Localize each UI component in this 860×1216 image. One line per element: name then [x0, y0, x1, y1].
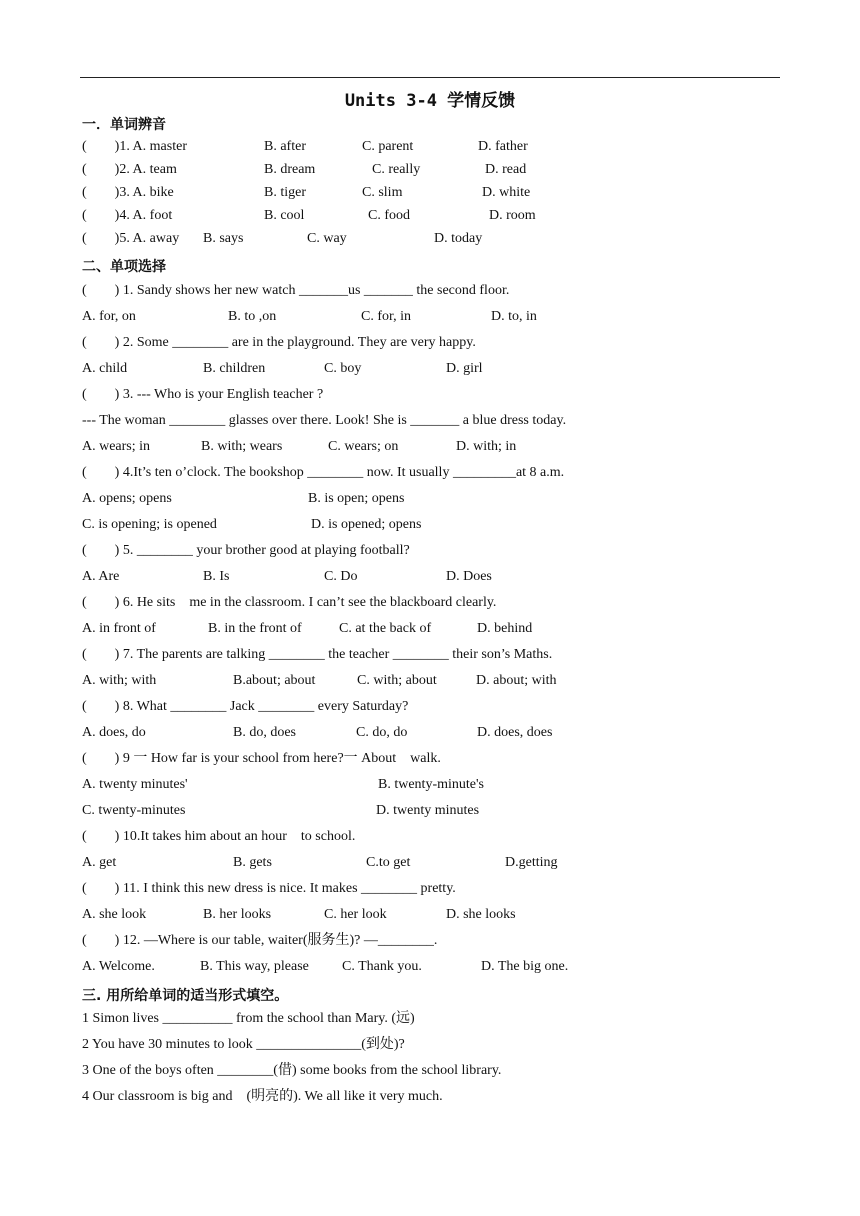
- question-text: ( ) 6. He sits me in the classroom. I can’t see the blackboard clearly.: [82, 595, 497, 610]
- question-text: ( ) 8. What ________ Jack ________ every Saturday?: [82, 699, 409, 714]
- phonics-option: B. tiger: [264, 185, 306, 200]
- phonics-option: C. way: [307, 231, 347, 246]
- answer-option: D. she looks: [446, 907, 516, 922]
- answer-option: C. twenty-minutes: [82, 803, 186, 818]
- answer-option: B. This way, please: [200, 959, 309, 974]
- question-text: ( ) 9 一 How far is your school from here?一 About walk.: [82, 751, 441, 766]
- phonics-option: D. room: [489, 208, 536, 223]
- question-text: ( ) 4.It’s ten o’clock. The bookshop ________ now. It usually _________at 8 a.m.: [82, 465, 565, 480]
- answer-option: B. do, does: [233, 725, 296, 740]
- phonics-question: ( )3. A. bike: [82, 185, 174, 200]
- answer-option: A. in front of: [82, 621, 156, 636]
- fill-in-question: 2 You have 30 minutes to look _______________(到处)?: [82, 1037, 405, 1052]
- answer-option: B. in the front of: [208, 621, 302, 636]
- answer-option: C. wears; on: [328, 439, 399, 454]
- answer-option: D. behind: [477, 621, 533, 636]
- question-text-continued: --- The woman ________ glasses over there. Look! She is _______ a blue dress today.: [82, 413, 567, 428]
- answer-option: A. she look: [82, 907, 147, 922]
- answer-option: B. gets: [233, 855, 272, 870]
- answer-option: B. is open; opens: [308, 491, 405, 506]
- answer-option: D.getting: [505, 855, 558, 870]
- question-text: ( ) 5. ________ your brother good at playing football?: [82, 543, 410, 558]
- section-heading-phonics: 一．单词辨音: [82, 117, 166, 133]
- phonics-option: B. says: [203, 231, 244, 246]
- fill-in-question: 4 Our classroom is big and (明亮的). We all like it very much.: [82, 1089, 443, 1104]
- answer-option: B. Is: [203, 569, 230, 584]
- answer-option: C. Do: [324, 569, 358, 584]
- answer-option: A. Are: [82, 569, 120, 584]
- answer-option: A. Welcome.: [82, 959, 155, 974]
- answer-option: D. girl: [446, 361, 483, 376]
- answer-option: D. to, in: [491, 309, 537, 324]
- answer-option: D. The big one.: [481, 959, 569, 974]
- answer-option: C. with; about: [357, 673, 437, 688]
- phonics-option: D. read: [485, 162, 527, 177]
- phonics-option: D. today: [434, 231, 483, 246]
- answer-option: B. to ,on: [228, 309, 277, 324]
- answer-option: A. get: [82, 855, 117, 870]
- phonics-option: B. cool: [264, 208, 305, 223]
- answer-option: B. her looks: [203, 907, 272, 922]
- question-text: ( ) 2. Some ________ are in the playground. They are very happy.: [82, 335, 476, 350]
- fill-in-question: 1 Simon lives __________ from the school than Mary. (远): [82, 1011, 415, 1026]
- answer-option: A. does, do: [82, 725, 146, 740]
- phonics-option: B. dream: [264, 162, 316, 177]
- answer-option: A. child: [82, 361, 128, 376]
- question-text: ( ) 7. The parents are talking ________ the teacher ________ their son’s Maths.: [82, 647, 553, 662]
- phonics-option: D. white: [482, 185, 531, 200]
- answer-option: D. with; in: [456, 439, 517, 454]
- phonics-option: C. really: [372, 162, 421, 177]
- answer-option: D. does, does: [477, 725, 553, 740]
- answer-option: A. opens; opens: [82, 491, 172, 506]
- question-text: ( ) 12. —Where is our table, waiter(服务生)? —________.: [82, 933, 438, 948]
- answer-option: D. Does: [446, 569, 492, 584]
- question-text: ( ) 10.It takes him about an hour to school.: [82, 829, 356, 844]
- phonics-question: ( )5. A. away: [82, 231, 180, 246]
- phonics-option: D. father: [478, 139, 528, 154]
- answer-option: A. for, on: [82, 309, 136, 324]
- answer-option: C. at the back of: [339, 621, 432, 636]
- answer-option: B. with; wears: [201, 439, 283, 454]
- answer-option: A. twenty minutes': [82, 777, 188, 792]
- question-text: ( ) 3. --- Who is your English teacher ?: [82, 387, 324, 402]
- header-rule: [80, 77, 780, 78]
- answer-option: C.to get: [366, 855, 411, 870]
- answer-option: A. with; with: [82, 673, 157, 688]
- phonics-question: ( )2. A. team: [82, 162, 177, 177]
- phonics-question: ( )4. A. foot: [82, 208, 173, 223]
- answer-option: A. wears; in: [82, 439, 151, 454]
- phonics-option: B. after: [264, 139, 306, 154]
- answer-option: C. is opening; is opened: [82, 517, 217, 532]
- answer-option: C. Thank you.: [342, 959, 422, 974]
- answer-option: C. do, do: [356, 725, 408, 740]
- page-title: Units 3-4 学情反馈: [344, 91, 516, 111]
- question-text: ( ) 1. Sandy shows her new watch _______us _______ the second floor.: [82, 283, 510, 298]
- answer-option: D. twenty minutes: [376, 803, 480, 818]
- phonics-option: C. parent: [362, 139, 414, 154]
- answer-option: B.about; about: [233, 673, 316, 688]
- answer-option: D. is opened; opens: [311, 517, 422, 532]
- phonics-option: C. food: [368, 208, 410, 223]
- section-heading-fill-in: 三. 用所给单词的适当形式填空。: [82, 988, 289, 1004]
- answer-option: B. twenty-minute's: [378, 777, 484, 792]
- phonics-option: C. slim: [362, 185, 403, 200]
- answer-option: C. her look: [324, 907, 387, 922]
- section-heading-multiple-choice: 二、单项选择: [82, 259, 166, 275]
- question-text: ( ) 11. I think this new dress is nice. It makes ________ pretty.: [82, 881, 456, 896]
- fill-in-question: 3 One of the boys often ________(借) some books from the school library.: [82, 1063, 502, 1078]
- phonics-question: ( )1. A. master: [82, 139, 187, 154]
- answer-option: C. boy: [324, 361, 362, 376]
- answer-option: C. for, in: [361, 309, 411, 324]
- answer-option: B. children: [203, 361, 266, 376]
- answer-option: D. about; with: [476, 673, 557, 688]
